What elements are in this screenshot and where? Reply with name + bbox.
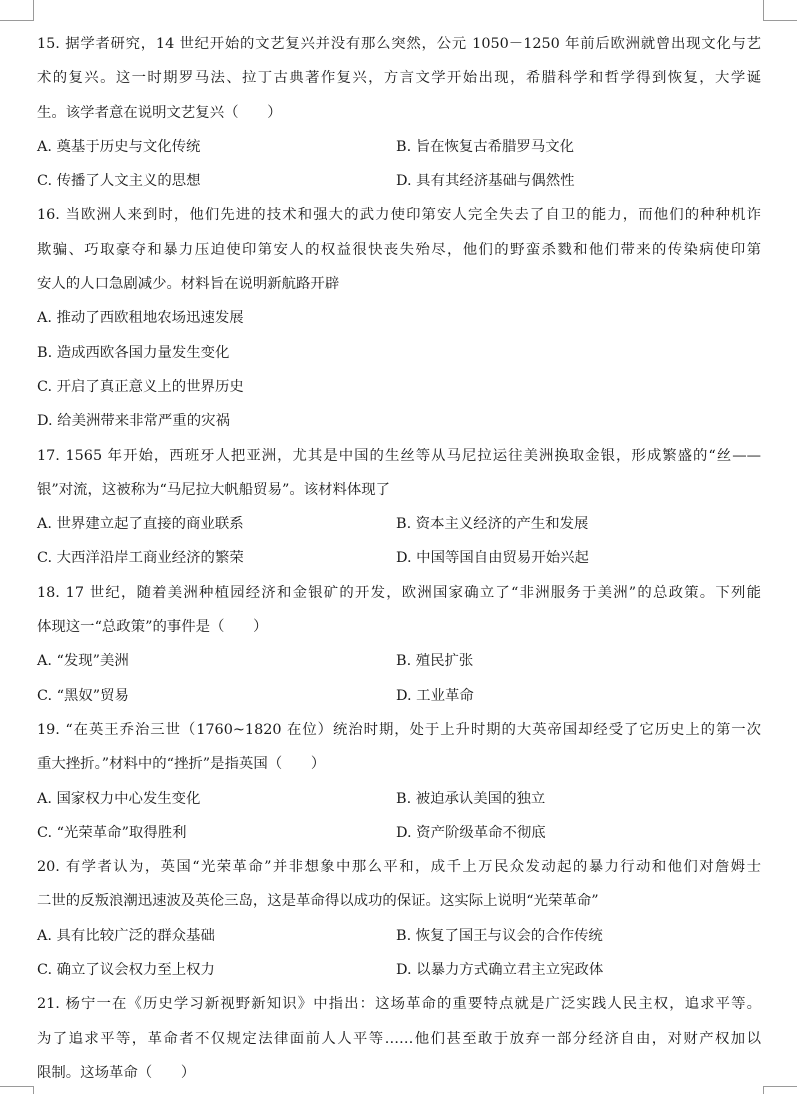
question-stem-line: 生。该学者意在说明文艺复兴（ ） xyxy=(37,104,282,121)
question-stem-line: 欺骗、巧取豪夺和暴力压迫使印第安人的权益很快丧失殆尽，他们的野蛮杀戮和他们带来的传染病使印第 xyxy=(37,241,761,258)
question-17 xyxy=(37,439,761,576)
options-row xyxy=(37,130,761,164)
option-d: D. 给美洲带来非常严重的灾祸 xyxy=(37,413,230,430)
option-c: C. “光荣革命”取得胜利 xyxy=(37,824,187,841)
crop-mark-bottom-right-h xyxy=(763,1086,797,1087)
options-row xyxy=(37,919,761,953)
question-stem-line: 银”对流，这被称为“马尼拉大帆船贸易”。该材料体现了 xyxy=(37,481,391,498)
option-d: D. 资产阶级革命不彻底 xyxy=(396,824,546,841)
option-c: C. 开启了真正意义上的世界历史 xyxy=(37,378,244,395)
option-d: D. 工业革命 xyxy=(396,687,474,704)
question-stem-line: 18. 17 世纪，随着美洲种植园经济和金银矿的开发，欧洲国家确立了“非洲服务于美洲”的总政策。下列能 xyxy=(37,584,761,601)
crop-mark-top-left-v xyxy=(33,0,34,20)
question-19 xyxy=(37,713,761,850)
crop-mark-bottom-left-v xyxy=(33,1086,34,1094)
options-row xyxy=(37,644,761,678)
question-stem-line: 为了追求平等，革命者不仅规定法律面前人人平等……他们甚至敢于放弃一部分经济自由，对财产权加以 xyxy=(37,1030,761,1047)
crop-mark-bottom-left-h xyxy=(0,1086,34,1087)
option-b: B. 旨在恢复古希腊罗马文化 xyxy=(396,138,575,155)
option-a: A. 推动了西欧租地农场迅速发展 xyxy=(37,310,244,327)
crop-mark-bottom-right-v xyxy=(763,1086,764,1094)
option-b: B. 被迫承认美国的独立 xyxy=(396,790,546,807)
question-stem-line: 19. “在英王乔治三世（1760~1820 在位）统治时期，处于上升时期的大英帝国却经受了它历史上的第一次 xyxy=(37,721,761,738)
option-d: D. 具有其经济基础与偶然性 xyxy=(396,173,575,190)
question-20 xyxy=(37,850,761,987)
option-a: A. 国家权力中心发生变化 xyxy=(37,790,201,807)
question-stem-line: 术的复兴。这一时期罗马法、拉丁古典著作复兴，方言文学开始出现，希腊科学和哲学得到恢复，大学诞 xyxy=(37,70,761,87)
question-16 xyxy=(37,198,761,438)
crop-mark-top-left-h xyxy=(0,20,34,21)
question-15 xyxy=(37,27,761,198)
option-a: A. 奠基于历史与文化传统 xyxy=(37,138,201,155)
question-stem-line: 16. 当欧洲人来到时，他们先进的技术和强大的武力使印第安人完全失去了自卫的能力，而他们的种种机诈 xyxy=(37,207,761,224)
option-c: C. 传播了人文主义的思想 xyxy=(37,173,201,190)
option-d: D. 中国等国自由贸易开始兴起 xyxy=(396,550,589,567)
crop-mark-top-right-v xyxy=(763,0,764,20)
option-a: A. 世界建立起了直接的商业联系 xyxy=(37,516,244,533)
option-a: A. 具有比较广泛的群众基础 xyxy=(37,927,215,944)
question-21 xyxy=(37,987,761,1090)
options-row xyxy=(37,782,761,816)
crop-mark-top-right-h xyxy=(763,20,797,21)
option-b: B. 造成西欧各国力量发生变化 xyxy=(37,344,230,361)
question-stem-line: 20. 有学者认为，英国“光荣革命”并非想象中那么平和，成千上万民众发动起的暴力行动和他们对詹姆士 xyxy=(37,859,761,876)
question-stem-line: 重大挫折。”材料中的“挫折”是指英国（ ） xyxy=(37,756,326,773)
option-a: A. “发现”美洲 xyxy=(37,653,129,670)
option-c: C. 大西洋沿岸工商业经济的繁荣 xyxy=(37,550,244,567)
question-stem-line: 15. 据学者研究，14 世纪开始的文艺复兴并没有那么突然，公元 1050－1250 年前后欧洲就曾出现文化与艺 xyxy=(37,36,761,52)
option-b: B. 资本主义经济的产生和发展 xyxy=(396,516,589,533)
option-b: B. 殖民扩张 xyxy=(396,653,474,670)
option-c: C. “黑奴”贸易 xyxy=(37,687,129,704)
question-stem-line: 安人的人口急剧减少。材料旨在说明新航路开辟 xyxy=(37,276,340,293)
question-stem-line: 限制。这场革命（ ） xyxy=(37,1064,196,1081)
options-row xyxy=(37,164,761,198)
question-list xyxy=(37,27,761,1090)
question-stem-line: 21. 杨宁一在《历史学习新视野新知识》中指出：这场革命的重要特点就是广泛实践人民主权，追求平等。 xyxy=(37,996,761,1013)
question-18 xyxy=(37,576,761,713)
options-row xyxy=(37,679,761,713)
options-row xyxy=(37,816,761,850)
options-row xyxy=(37,541,761,575)
options-row xyxy=(37,953,761,987)
question-stem-line: 体现这一“总政策”的事件是（ ） xyxy=(37,619,268,636)
option-d: D. 以暴力方式确立君主立宪政体 xyxy=(396,962,604,979)
question-stem-line: 二世的反叛浪潮迅速波及英伦三岛，这是革命得以成功的保证。这实际上说明“光荣革命” xyxy=(37,893,599,910)
question-stem-line: 17. 1565 年开始，西班牙人把亚洲，尤其是中国的生丝等从马尼拉运往美洲换取金银，形成繁盛的“丝—— xyxy=(37,447,761,464)
options-row xyxy=(37,507,761,541)
option-b: B. 恢复了国王与议会的合作传统 xyxy=(396,927,603,944)
option-c: C. 确立了议会权力至上权力 xyxy=(37,962,215,979)
